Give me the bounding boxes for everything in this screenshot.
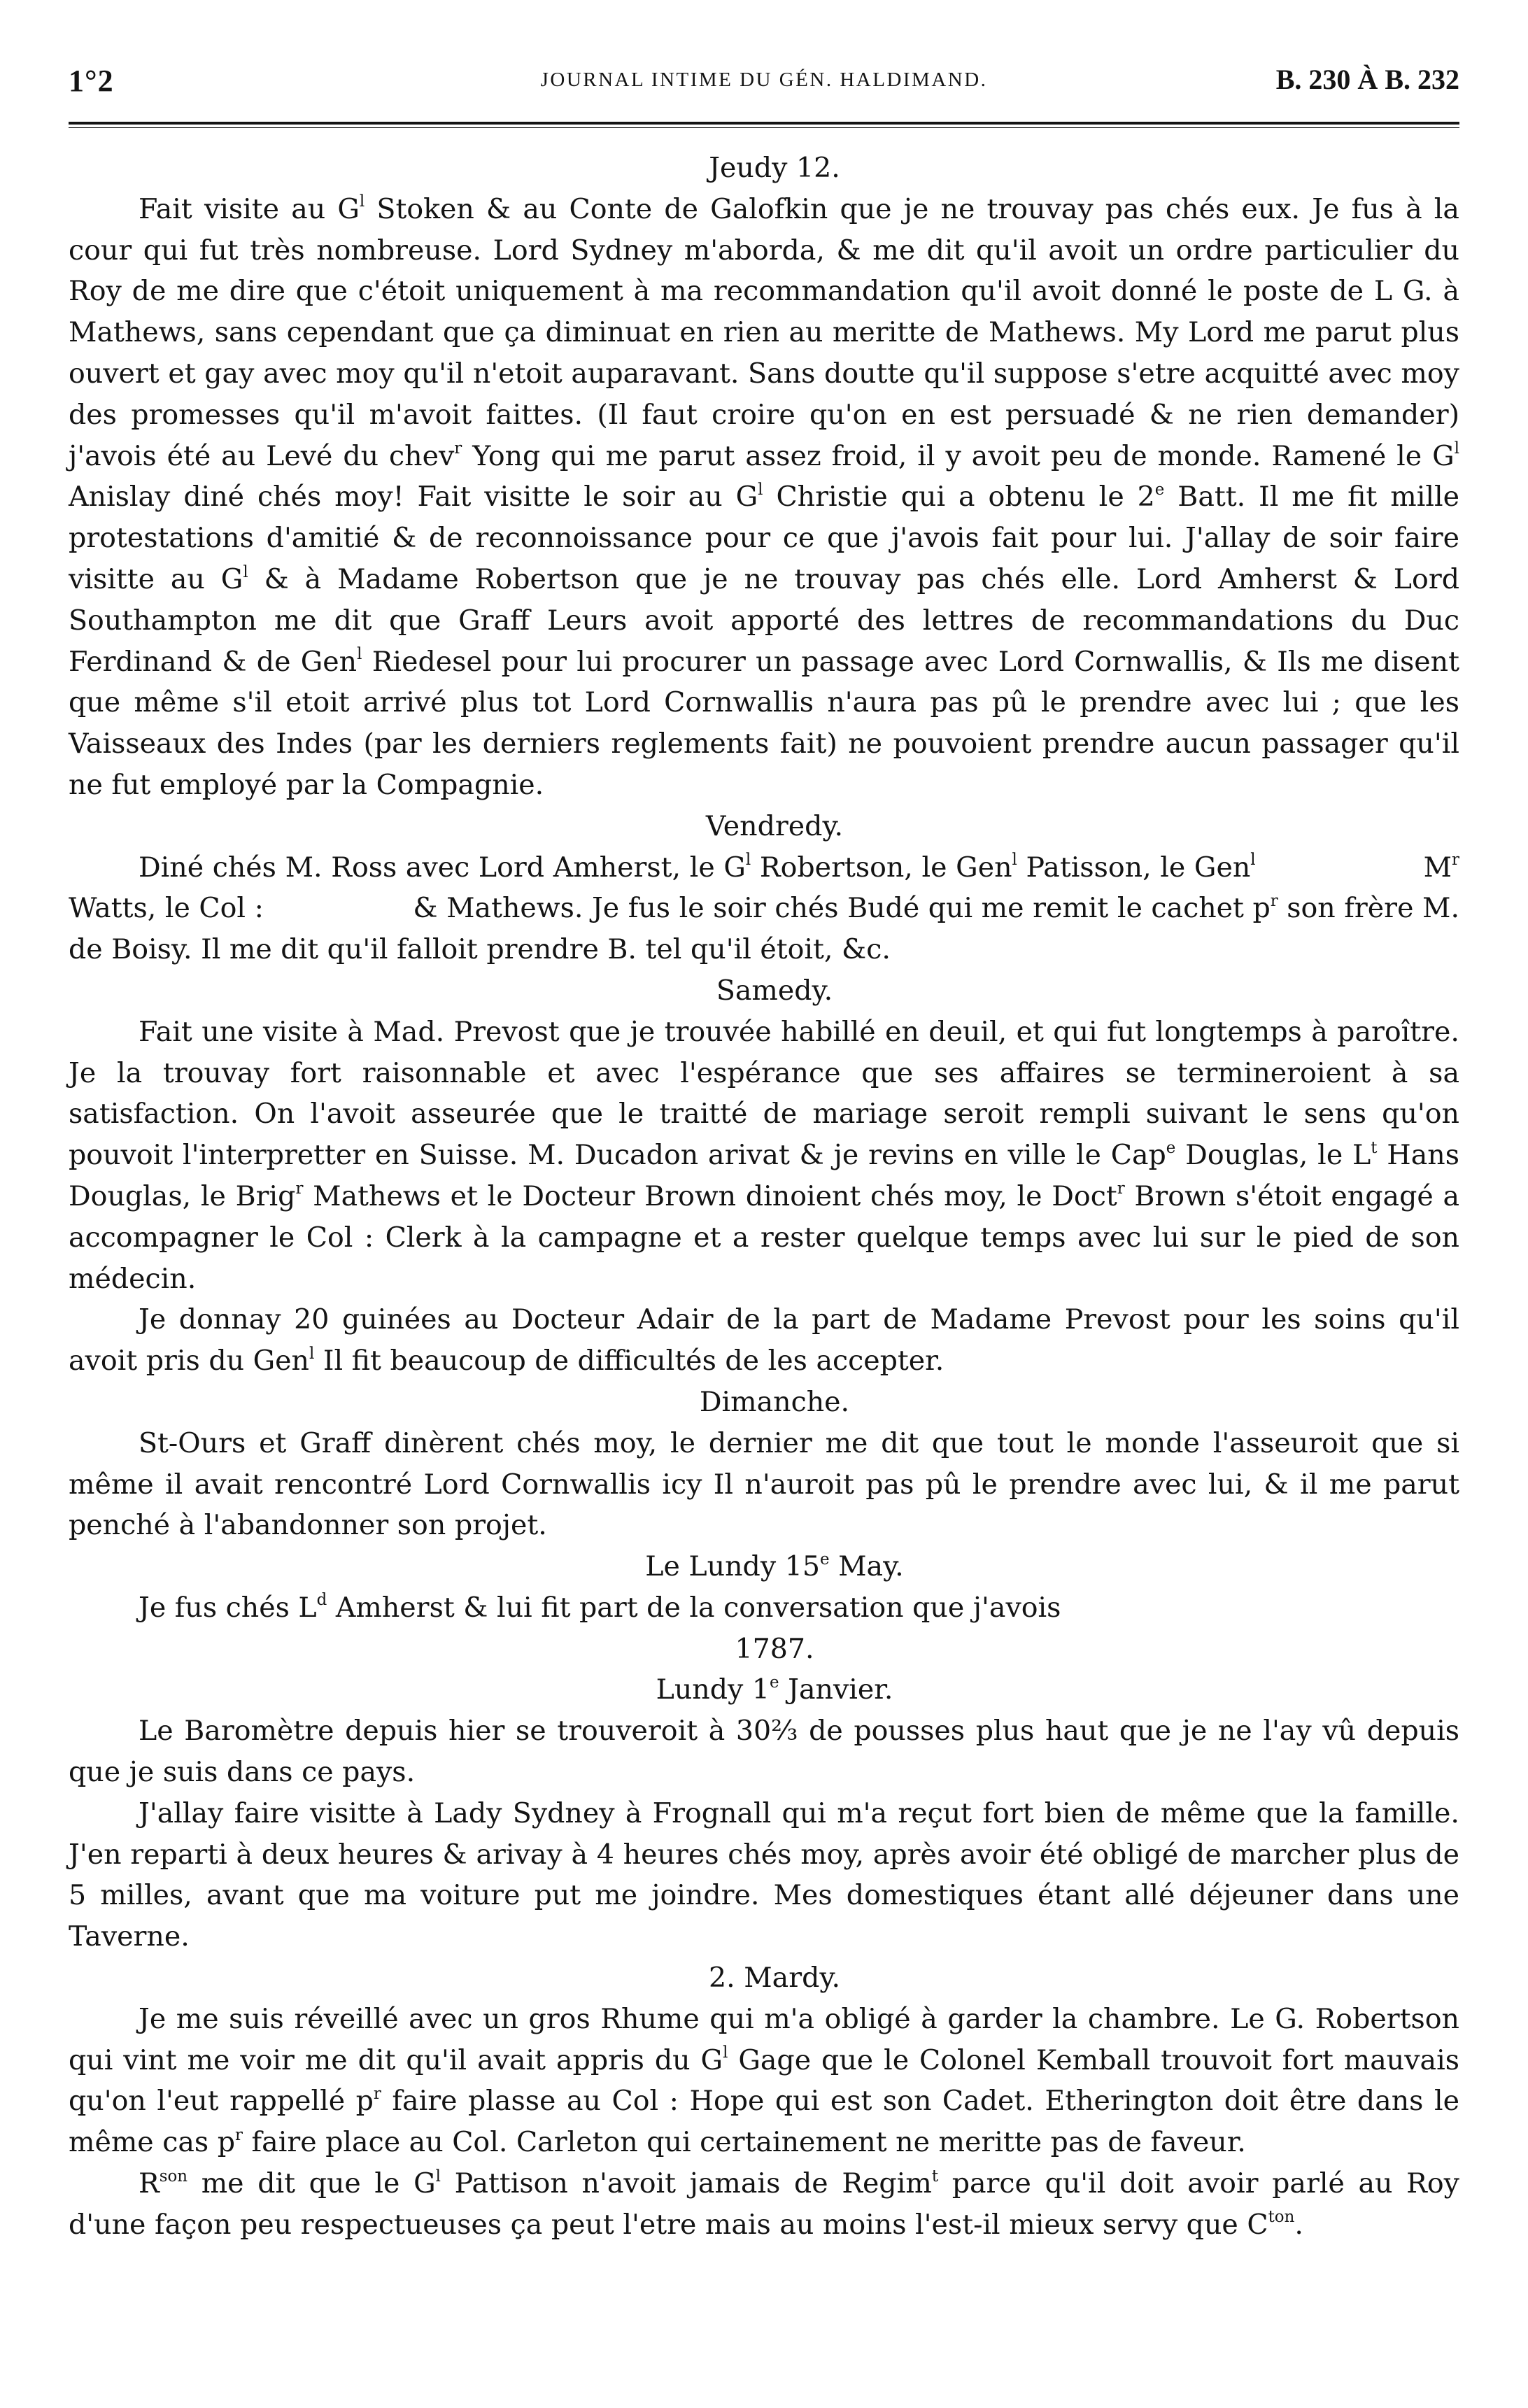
journal-paragraph: Fait visite au $G^l$ Stoken & au Conte de Galofkin que je ne trouvay pas chés eux. Je fus à la cour qui fut très nombreuse. Lord Sydney m'aborda, & me dit qu'il avoit un ordre particulier du Roy de me dire que c'étoit uniquement à ma recommandation qu'il avoit donné le poste de L G. à Mathews, sans cependant que ça diminuat en rien au meritte de Mathews. My Lord me parut plus ouvert et gay avec moy qu'il n'etoit auparavant. Sans doutte qu'il suppose s'etre acquitté avec moy des promesses qu'il m'avoit faittes. (Il faut croire qu'on en est persuadé & ne rien demander) j'avois été au Levé du chev$^r$ Yong qui me parut assez froid, il y avoit peu de monde. Ramené le $G^l$ Anislay diné chés moy! Fait visitte le soir au $G^l$ Christie qui a obtenu le 2e Batt. Il me fit mille protestations d'amitié & de reconnoissance pour ce que j'avois fait pour lui. J'allay de soir faire visitte au $G^l$ & à Madame Robertson que je ne trouvay pas chés elle. Lord Amherst & Lord Southampton me dit que Graff Leurs avoit apporté des lettres de recommandations du Duc Ferdinand & de Gen$^l$ Riedesel pour lui procurer un passage avec Lord Cornwallis, & Ils me disent que même s'il etoit arrivé plus tot Lord Cornwallis n'aura pas pû le prendre avec lui ; que les Vaisseaux des Indes (par les derniers reglements fait) ne pouvoient prendre aucun passager qu'il ne fut employé par la Compagnie.	[69, 192, 1459, 801]
date-heading: Lundy 1e Janvier.	[656, 1673, 893, 1706]
date-heading: Vendredy.	[705, 809, 844, 842]
running-header	[69, 63, 1459, 106]
journal-paragraph: $R^{son}$ me dit que le $G^l$ Pattison n'avoit jamais de Regim$^t$ parce qu'il doit avoir parlé au Roy d'une façon peu respectueuses ça peut l'etre mais au moins l'est-il mieux servy que $C^{ton}$.	[69, 2167, 1459, 2241]
date-heading: Samedy.	[716, 974, 833, 1007]
journal-body	[69, 148, 1459, 2246]
journal-paragraph: Le Baromètre depuis hier se trouveroit à 30⅔ de pousses plus haut que je ne l'ay vû depuis que je suis dans ce pays.	[69, 1715, 1459, 1789]
header-rule	[69, 122, 1459, 125]
page-number: 1°2	[69, 64, 114, 98]
date-heading: Le Lundy 15e May.	[645, 1550, 904, 1583]
journal-paragraph: St-Ours et Graff dinèrent chés moy, le dernier me dit que tout le monde l'asseuroit que si même il avait rencontré Lord Cornwallis icy Il n'auroit pas pû le prendre avec lui, & il me parut penché à l'abandonner son projet.	[69, 1426, 1459, 1542]
date-heading: Dimanche.	[699, 1385, 850, 1418]
header-rule-thin	[69, 127, 1459, 128]
date-heading: Jeudy 12.	[709, 152, 840, 184]
running-title: JOURNAL INTIME DU GÉN. HALDIMAND.	[540, 69, 988, 91]
journal-paragraph: Je me suis réveillé avec un gros Rhume qui m'a obligé à garder la chambre. Le G. Robertson qui vint me voir me dit qu'il avait appris du $G^l$ Gage que le Colonel Kemball trouvoit fort mauvais qu'on l'eut rappellé $p^r$ faire plasse au Col : Hope qui est son Cadet. Etherington doit être dans le même cas $p^r$ faire place au Col. Carleton qui certainement ne meritte pas de faveur.	[69, 2002, 1459, 2159]
document-range: B. 230 À B. 232	[1275, 64, 1459, 95]
journal-paragraph: Fait une visite à Mad. Prevost que je trouvée habillé en deuil, et qui fut longtemps à paroître. Je la trouvay fort raisonnable et avec l'espérance que ses affaires se termineroient à sa satisfaction. On l'avoit asseurée que le traitté de mariage seroit rempli suivant le sens qu'on pouvoit l'interpretter en Suisse. M. Ducadon arivat & je revins en ville le Cap$^e$ Douglas, le $L^t$ Hans Douglas, le Brig$^r$ Mathews et le Docteur Brown dinoient chés moy, le Doct$^r$ Brown s'étoit engagé a accompagner le Col : Clerk à la campagne et a rester quelque temps avec lui sur le pied de son médecin.	[69, 1015, 1460, 1295]
date-heading: 1787.	[735, 1632, 814, 1665]
date-heading: 2. Mardy.	[708, 1962, 841, 1995]
journal-paragraph: Je donnay 20 guinées au Docteur Adair de la part de Madame Prevost pour les soins qu'il avoit pris du Gen$^l$ Il fit beaucoup de difficultés de les accepter.	[69, 1303, 1459, 1377]
journal-paragraph: Je fus chés $L^d$ Amherst & lui fit part de la conversation que j'avois	[139, 1591, 1061, 1624]
journal-paragraph: Diné chés M. Ross avec Lord Amherst, le $G^l$ Robertson, le Gen$^l$ Patisson, le Gen$^l$ $M^r$ Watts, le Col : & Mathews. Je fus le soir chés Budé qui me remit le cachet $p^r$ son frère M. de Boisy. Il me dit qu'il falloit prendre B. tel qu'il étoit, &c.	[69, 851, 1460, 966]
journal-paragraph: J'allay faire visitte à Lady Sydney à Frognall qui m'a reçut fort bien de même que la famille. J'en reparti à deux heures & arivay à 4 heures chés moy, après avoir été obligé de marcher plus de 5 milles, avant que ma voiture put me joindre. Mes domestiques étant allé déjeuner dans une Taverne.	[69, 1797, 1459, 1953]
